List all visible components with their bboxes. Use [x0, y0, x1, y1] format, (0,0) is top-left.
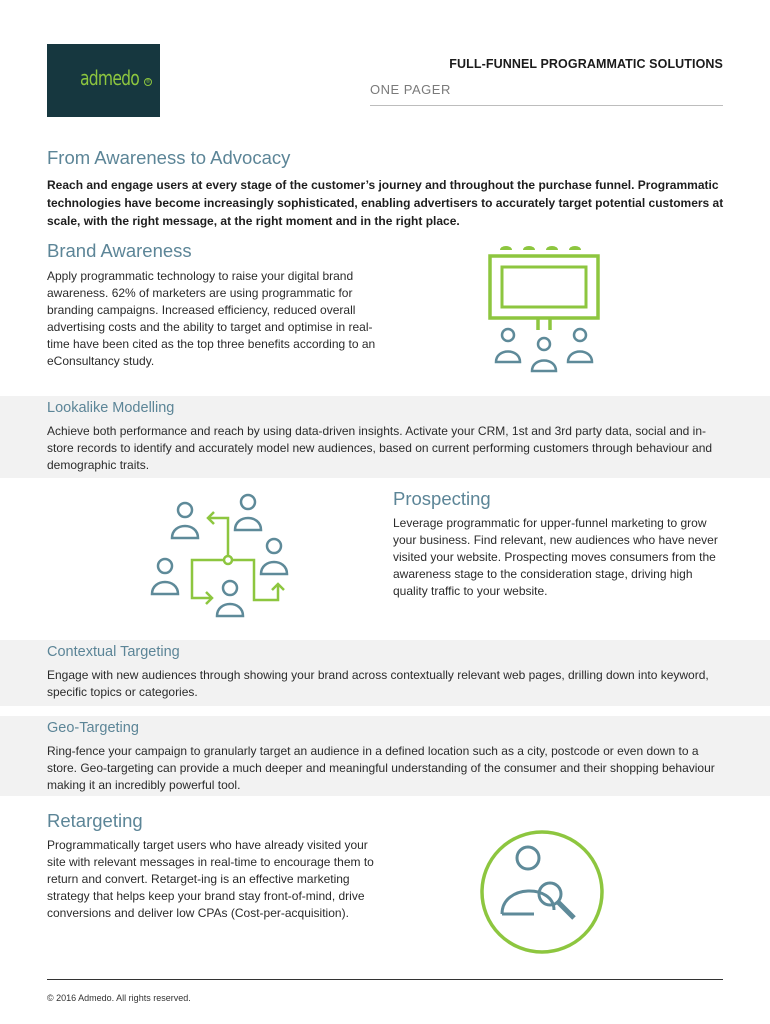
lookalike-heading: Lookalike Modelling	[47, 400, 175, 416]
brand-awareness-heading: Brand Awareness	[47, 240, 192, 261]
intro-text: Reach and engage users at every stage of the customer’s journey and throughout the purchase funnel. Programmatic technologies have become increasingly sophisticated, enabling advertisers to accurately target potential customers at scale, with the right message, at the right moment and in the right place.	[47, 178, 724, 228]
registered-mark: ®	[144, 78, 152, 86]
geo-heading: Geo-Targeting	[47, 720, 139, 736]
prospecting-text: Leverage programmatic for upper-funnel marketing to grow your business. Find relevant, new audiences who have never visited your website. Prospecting moves consumers from the awareness stage to the consideration stage, driving high quality traffic to your website.	[393, 516, 718, 598]
document-subtitle: ONE PAGER	[370, 82, 451, 97]
audience-network-icon	[150, 488, 310, 628]
footer-divider	[47, 979, 723, 980]
retargeting-heading: Retargeting	[47, 810, 143, 831]
user-search-icon	[472, 822, 612, 962]
admedo-logo	[47, 44, 160, 117]
billboard-audience-icon	[480, 240, 610, 380]
contextual-text: Engage with new audiences through showing your brand across contextually relevant web pages, drilling down into keyword, specific topics or categories.	[47, 668, 709, 699]
retargeting-text: Programmatically target users who have already visited your site with relevant messages in real-time to encourage them to return and convert. Retarget-ing is an effective marketing strategy that helps keep your brand stay front-of-mind, drive conversions and deliver low CPAs (Cost-per-acquisition).	[47, 838, 374, 920]
geo-text: Ring-fence your campaign to granularly target an audience in a defined location such as a city, postcode or even down to a store. Geo-targeting can provide a much deeper and meaningful understanding of the consumer and their shopping behaviour making it an incredibly powerful tool.	[47, 744, 715, 792]
logo-wordmark: admedo	[80, 66, 140, 90]
lookalike-text: Achieve both performance and reach by using data-driven insights. Activate your CRM, 1st and 3rd party data, social and in-store records to identify and accurately model new audiences, based on current performing customers through behaviour and demographic traits.	[47, 424, 713, 472]
header-divider	[370, 105, 723, 106]
brand-awareness-text: Apply programmatic technology to raise your digital brand awareness. 62% of marketers are using programmatic for branding campaigns. Increased efficiency, reduced overall advertising costs and the ability to target and optimise in real-time have been cited as the top three benefits according to an eConsultancy study.	[47, 269, 376, 368]
intro-heading: From Awareness to Advocacy	[47, 147, 291, 168]
prospecting-heading: Prospecting	[393, 488, 491, 509]
document-title: FULL-FUNNEL PROGRAMMATIC SOLUTIONS	[449, 57, 723, 71]
copyright: © 2016 Admedo. All rights reserved.	[47, 993, 191, 1003]
contextual-heading: Contextual Targeting	[47, 644, 180, 660]
